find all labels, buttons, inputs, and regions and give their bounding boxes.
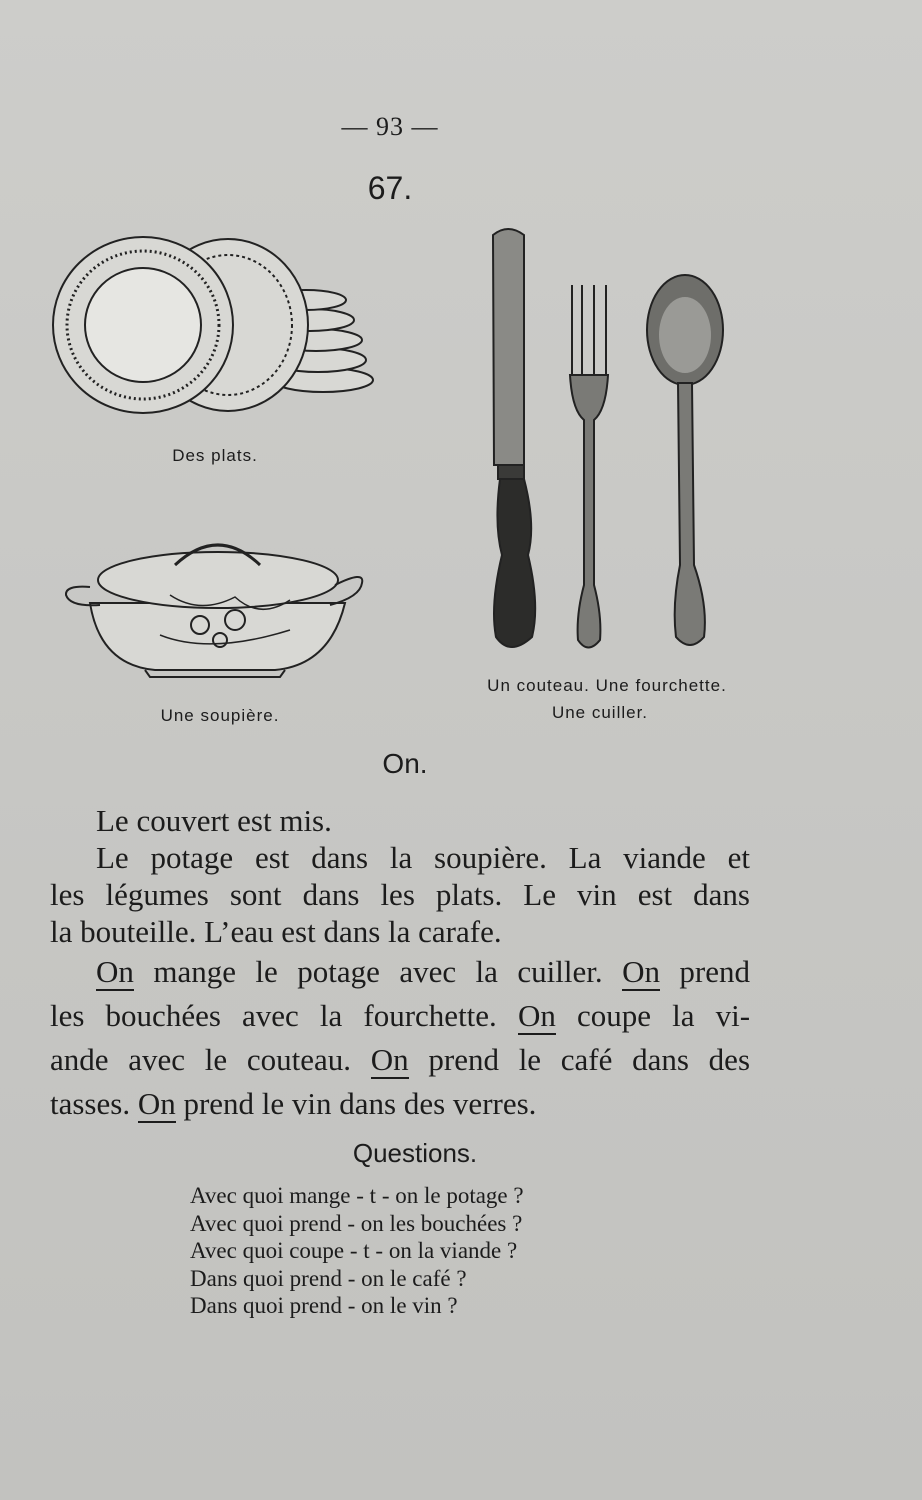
text-run: les bouchées avec la fourchette.	[50, 998, 518, 1033]
paragraph-3-line-3	[50, 1038, 750, 1082]
paragraph-2-line-2: les légumes sont dans les plats. Le vin est dans	[50, 877, 750, 912]
lesson-number: 67.	[367, 170, 413, 206]
question-item: Dans quoi prend - on le café ?	[190, 1265, 467, 1291]
tureen-caption: Une soupière.	[160, 706, 280, 725]
question-item: Avec quoi prend - on les bouchées ?	[190, 1210, 523, 1236]
question-item: Dans quoi prend - on le vin ?	[190, 1293, 458, 1318]
plates-caption: Des plats.	[172, 446, 258, 465]
underlined-on: On	[517, 998, 556, 1033]
question-item: Avec quoi mange - t - on le potage ?	[190, 1183, 524, 1208]
text-run: tasses.	[50, 1086, 138, 1121]
tureen-illustration	[60, 525, 370, 680]
paragraph-3	[50, 950, 750, 1126]
cutlery-caption-line2: Une cuiller.	[551, 703, 649, 722]
underlined-on: On	[96, 954, 134, 989]
text-run: ande avec le couteau.	[50, 1042, 371, 1077]
text-run: mange le potage avec la cuiller.	[133, 954, 623, 989]
section-title: On.	[382, 748, 428, 779]
cutlery-caption-line1: Un couteau. Une fourchette.	[487, 676, 727, 695]
underlined-on: On	[137, 1086, 176, 1121]
plates-illustration	[48, 230, 378, 420]
question-item: Avec quoi coupe - t - on la viande ?	[190, 1238, 518, 1263]
underlined-on: On	[370, 1042, 409, 1077]
paragraph-2-line-3: la bouteille. L’eau est dans la carafe.	[50, 914, 502, 949]
paragraph-1-line: Le couvert est mis.	[96, 803, 332, 838]
paragraph-1	[50, 802, 750, 839]
paragraph-3-line-2	[50, 994, 750, 1038]
paragraph-2-line-1: Le potage est dans la soupière. La viande et	[96, 840, 750, 875]
text-run: prend	[659, 954, 750, 989]
text-run: prend le café dans des	[408, 1042, 751, 1077]
paragraph-2	[50, 839, 750, 950]
questions-list	[190, 1182, 650, 1320]
paragraph-3-line-1	[50, 950, 750, 994]
underlined-on: On	[622, 954, 660, 989]
paragraph-3-line-4	[50, 1082, 750, 1126]
page-number: — 93 —	[341, 112, 439, 141]
cutlery-illustration	[480, 225, 740, 660]
text-run: prend le vin dans des verres.	[175, 1086, 537, 1121]
questions-title: Questions.	[352, 1138, 478, 1168]
text-run: coupe la vi-	[555, 998, 751, 1033]
